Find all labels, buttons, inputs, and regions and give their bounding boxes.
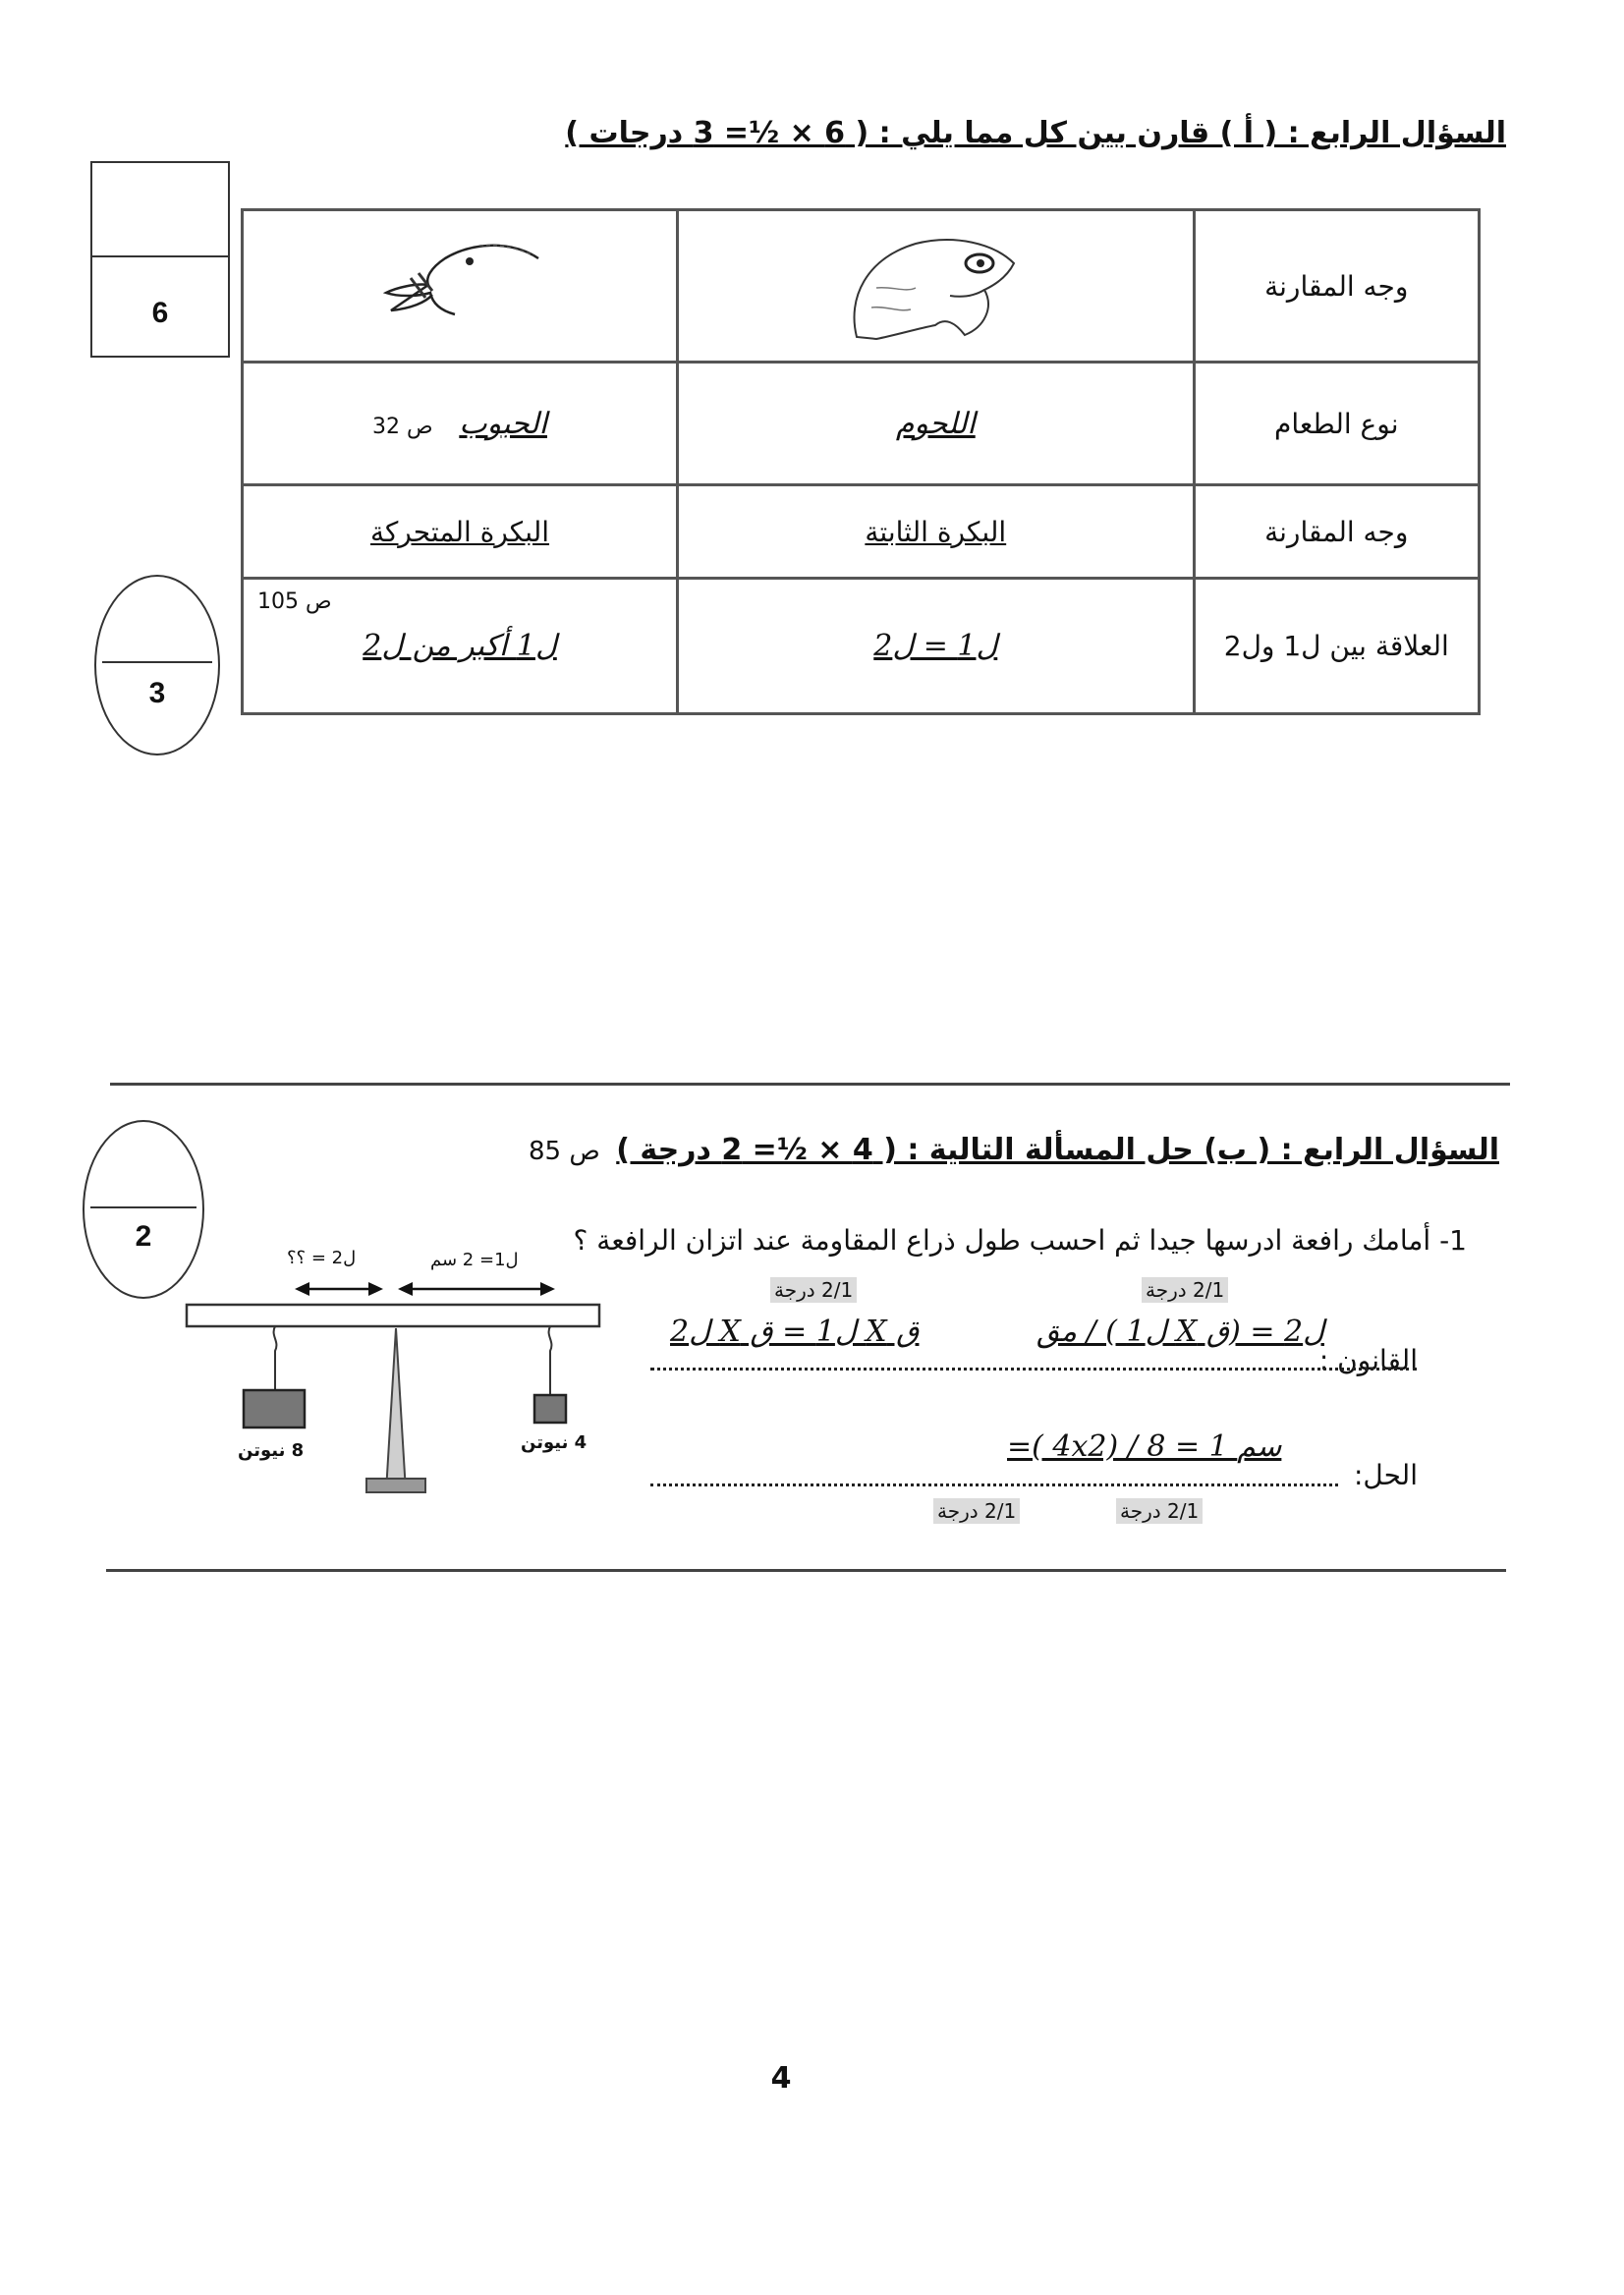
lever-diagram	[177, 1238, 609, 1503]
cell-row1-label: وجه المقارنة	[1194, 210, 1479, 363]
cell-row2-mid	[678, 363, 1195, 485]
solution-dotted-line	[650, 1483, 1338, 1486]
weight-left-label: 8 نيوتن	[238, 1440, 305, 1461]
solution-label: الحل:	[1353, 1459, 1418, 1491]
cell-row4-label: العلاقة بين ل1 ول2	[1194, 579, 1479, 714]
fixed-pulley-label: البكرة الثابتة	[865, 515, 1007, 548]
law-dotted-line	[650, 1368, 1417, 1371]
grade-tag-2: 2/1 درجة	[770, 1277, 857, 1303]
question-4a-title: السؤال الرابع : ( أ ) قارن بين كل مما يلي : ( 6 × ½= 3 درجات )	[565, 116, 1506, 150]
score-box-value: 6	[151, 297, 169, 329]
question-text: 1- أمامك رافعة ادرسها جيدا ثم احسب طول ذراع المقاومة عند اتزان الرافعة ؟	[573, 1224, 1467, 1257]
answer-fixed-pulley: ل1 = ل2	[873, 629, 998, 663]
eagle-beak-image	[678, 210, 1195, 363]
grade-tag-3: 2/1 درجة	[1116, 1498, 1203, 1524]
question-4b-title: السؤال الرابع : ( ب) حل المسألة التالية : ( 4 × ½= 2 درجة )	[616, 1133, 1499, 1167]
cell-row3-left	[243, 485, 678, 579]
eagle-head-icon	[837, 219, 1034, 347]
weight-right-label: 4 نيوتن	[521, 1432, 588, 1453]
answer-movable-pulley: ل1 أكبر من ل2	[363, 629, 557, 663]
table-row	[243, 485, 1480, 579]
table-row	[243, 363, 1480, 485]
section-divider	[106, 1569, 1506, 1572]
law-formula-1: ق X ل1 = ق X ل2	[670, 1315, 920, 1349]
solution-formula: =( 4x2) / 8 = 1 سم	[1007, 1429, 1282, 1464]
finch-beak-image	[243, 210, 678, 363]
score-oval-4a-value: 3	[148, 677, 166, 709]
table-row	[243, 210, 1480, 363]
comparison-table	[241, 208, 1481, 715]
score-oval-4a	[94, 575, 220, 756]
grade-tag-1: 2/1 درجة	[1142, 1277, 1228, 1303]
cell-row4-left	[243, 579, 678, 714]
answer-meat: اللحوم	[895, 406, 976, 441]
page-number: 4	[770, 2061, 792, 2096]
table-row	[243, 579, 1480, 714]
page-ref-105: ص 105	[257, 589, 332, 614]
movable-pulley-label: البكرة المتحركة	[369, 515, 550, 548]
score-oval-4b-value: 2	[135, 1220, 152, 1253]
answer-grains: الحبوب	[459, 406, 547, 441]
section-divider	[110, 1083, 1510, 1086]
grade-tag-4: 2/1 درجة	[933, 1498, 1020, 1524]
lever-drawing	[177, 1238, 609, 1503]
law-label: القانون :	[1318, 1344, 1418, 1376]
cell-row2-label: نوع الطعام	[1194, 363, 1479, 485]
page-ref-85: ص 85	[529, 1137, 600, 1166]
cell-row3-mid	[678, 485, 1195, 579]
cell-row4-mid	[678, 579, 1195, 714]
page-ref-32: ص 32	[372, 414, 433, 439]
l1-label: ل1= 2 سم	[430, 1250, 519, 1270]
l2-label: ل2 = ؟؟	[287, 1248, 357, 1268]
law-formula-2: ل2 = (ق X ل1 ) / مق	[1036, 1315, 1324, 1349]
cell-row3-label: وجه المقارنة	[1194, 485, 1479, 579]
finch-head-icon	[371, 224, 548, 342]
score-box-top	[90, 161, 230, 358]
cell-row2-left	[243, 363, 678, 485]
